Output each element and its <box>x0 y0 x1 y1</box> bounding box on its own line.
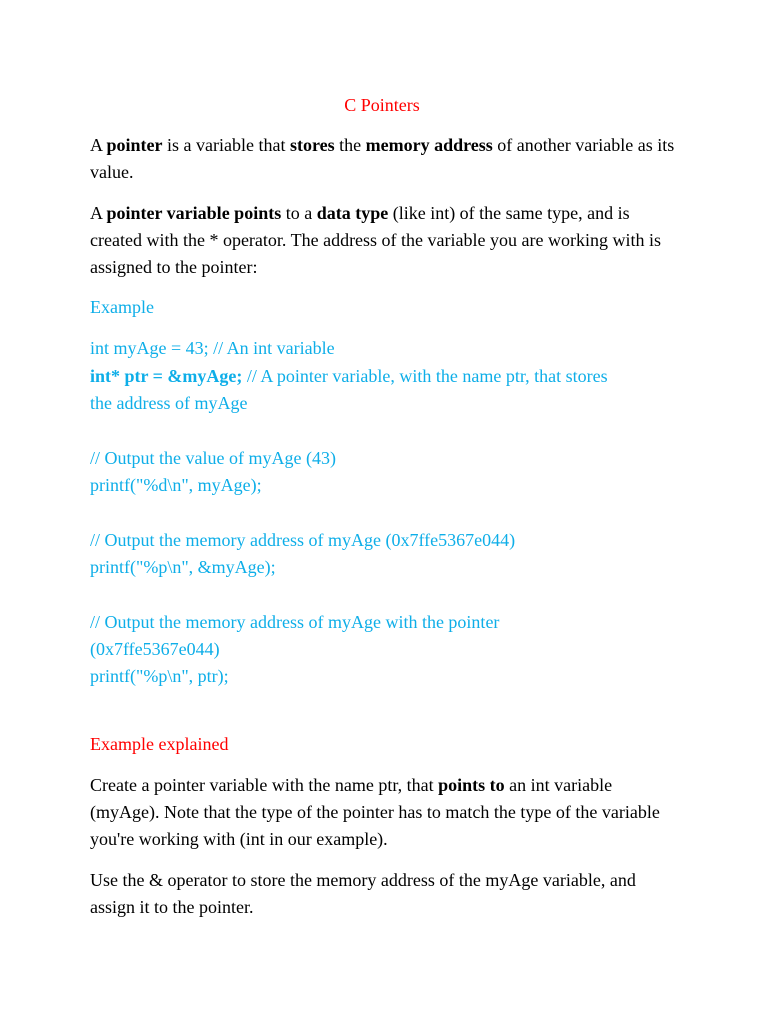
explained-heading: Example explained <box>90 734 229 754</box>
bold-term-pointer: pointer <box>106 135 163 155</box>
code-line: printf("%d\n", myAge); <box>90 475 262 495</box>
page-title: C Pointers <box>344 95 420 115</box>
code-bold: int* ptr = &myAge; <box>90 366 243 386</box>
code-line: // Output the memory address of myAge with the pointer <box>90 612 500 632</box>
code-line: int myAge = 43; // An int variable <box>90 338 335 358</box>
code-line: // Output the value of myAge (43) <box>90 448 336 468</box>
code-line <box>90 363 690 390</box>
code-comment: // A pointer variable, with the name ptr, that stores <box>242 366 608 386</box>
bold-term-points-to: points to <box>438 775 505 795</box>
code-line: printf("%p\n", &myAge); <box>90 557 276 577</box>
intro-paragraph-1 <box>90 132 685 186</box>
text-run: the <box>334 135 366 155</box>
bold-term-pointer-variable-points: pointer variable points <box>106 203 282 223</box>
code-line: the address of myAge <box>90 393 248 413</box>
code-line: // Output the memory address of myAge (0x7ffe5367e044) <box>90 530 516 550</box>
text-run: A <box>90 135 107 155</box>
text-run: of another variable as its value. <box>90 135 675 182</box>
code-line: printf("%p\n", ptr); <box>90 666 229 686</box>
example-heading: Example <box>90 297 154 317</box>
text-run: (like int) of the same type, and is created with the * operator. The address of the variable you are working with is assigned to the pointer: <box>90 203 661 277</box>
bold-term-stores: stores <box>289 135 335 155</box>
text-run: to a <box>281 203 317 223</box>
explained-paragraph-1 <box>90 772 685 853</box>
bold-term-memory-address: memory address <box>365 135 493 155</box>
bold-term-data-type: data type <box>316 203 389 223</box>
intro-paragraph-2 <box>90 200 685 281</box>
code-line: (0x7ffe5367e044) <box>90 639 220 659</box>
explained-paragraph-2: Use the & operator to store the memory address of the myAge variable, and assign it to the pointer. <box>90 870 636 917</box>
text-run: an int variable (myAge). Note that the type of the pointer has to match the type of the variable you're working with (int in our example). <box>90 775 660 849</box>
text-run: is a variable that <box>162 135 290 155</box>
text-run: A <box>90 203 107 223</box>
text-run: Create a pointer variable with the name ptr, that <box>90 775 439 795</box>
